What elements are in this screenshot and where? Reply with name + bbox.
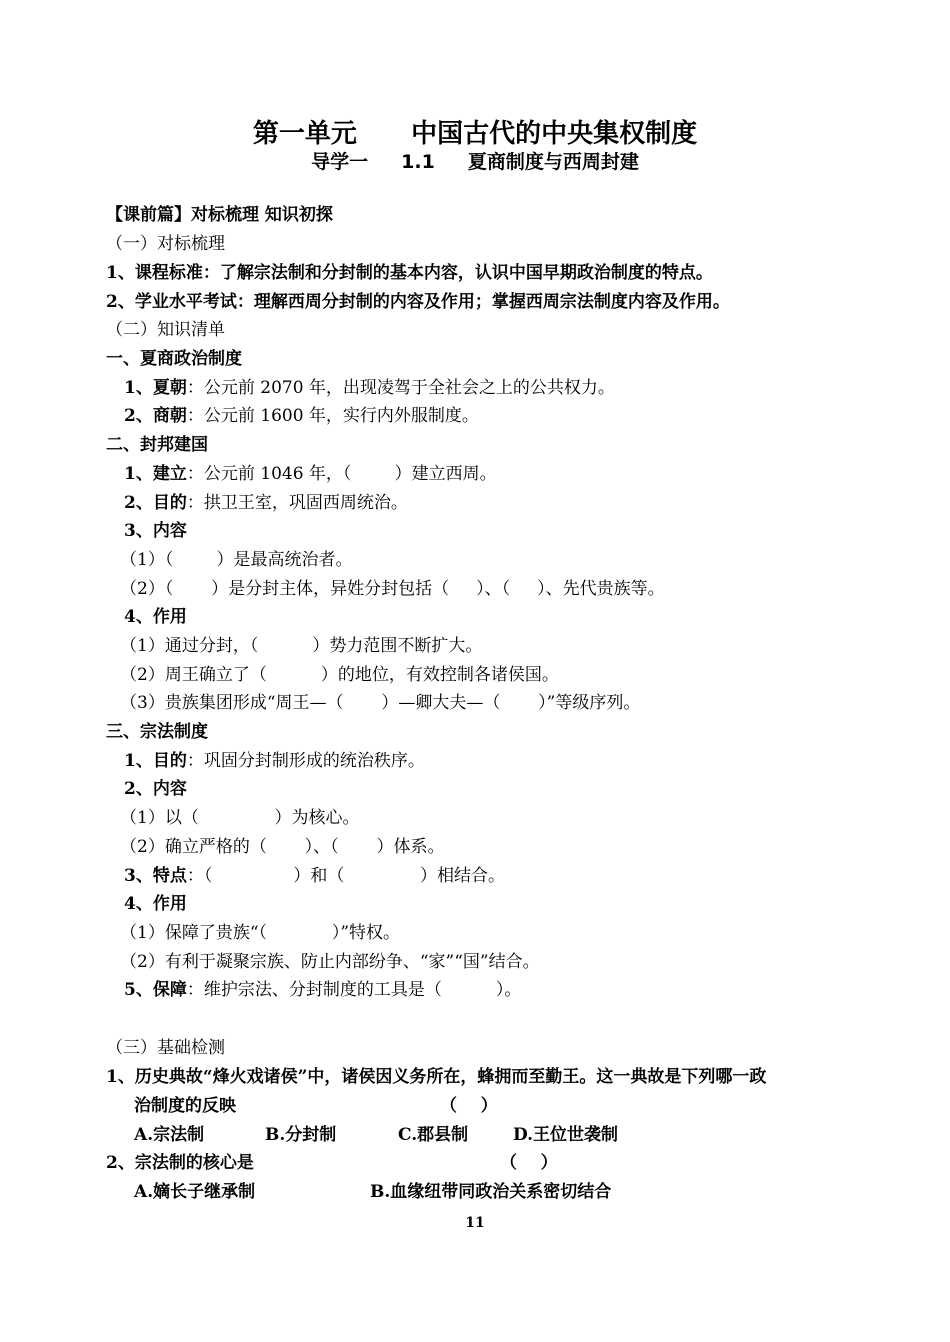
zongfa-effect-2: （2）有利于凝聚宗族、防止内部纷争、“家”“国”结合。: [120, 952, 540, 972]
item-effect: 4、作用: [124, 607, 187, 627]
zongfa-guarantee: 5、保障：维护宗法、分封制度的工具是（ ）。: [124, 980, 522, 1000]
part2-heading: （二）知识清单: [106, 320, 225, 340]
question-2-option-b: B.血缘纽带同政治关系密切结合: [370, 1182, 612, 1202]
effect-3: （3）贵族集团形成“周王—（ ）—卿大夫—（ ）”等级序列。: [120, 693, 641, 713]
item-shang: 2、商朝：公元前 1600 年，实行内外服制度。: [124, 406, 479, 426]
question-1-line1: 1、历史典故“烽火戏诸侯”中，诸侯因义务所在，蜂拥而至勤王。这一典故是下列哪一政: [106, 1067, 767, 1087]
effect-2: （2）周王确立了（ ）的地位，有效控制各诸侯国。: [120, 665, 559, 685]
zongfa-content: 2、内容: [124, 779, 187, 799]
question-2-line1: 2、宗法制的核心是: [106, 1153, 254, 1173]
question-1-option-a: A.宗法制: [134, 1125, 205, 1145]
content-2: （2）（ ）是分封主体，异姓分封包括（ ）、（ ）、先代贵族等。: [120, 579, 665, 599]
zongfa-content-2: （2）确立严格的（ ）、（ ）体系。: [120, 837, 445, 857]
item-purpose: 2、目的：拱卫王室，巩固西周统治。: [124, 493, 408, 513]
item-establish: 1、建立：公元前 1046 年，（ ）建立西周。: [124, 464, 497, 484]
page-title: 第一单元 中国古代的中央集权制度: [252, 119, 698, 149]
content-1: （1）（ ）是最高统治者。: [120, 550, 353, 570]
section-header: 【课前篇】对标梳理 知识初探: [106, 205, 333, 225]
zongfa-effect: 4、作用: [124, 894, 187, 914]
section-fengbang: 二、封邦建国: [106, 435, 208, 455]
zongfa-purpose: 1、目的：巩固分封制形成的统治秩序。: [124, 751, 425, 771]
question-1-line2: 治制度的反映: [134, 1096, 236, 1116]
zongfa-content-1: （1）以（ ）为核心。: [120, 808, 360, 828]
question-2-option-a: A.嫡长子继承制: [134, 1182, 256, 1202]
section-zongfa: 三、宗法制度: [106, 722, 208, 742]
page-subtitle: 导学一 1.1 夏商制度与西周封建: [311, 151, 639, 173]
question-1-answer-paren: （ ）: [440, 1096, 498, 1116]
section-xia-shang: 一、夏商政治制度: [106, 349, 242, 369]
question-1-option-c: C.郡县制: [398, 1125, 469, 1145]
zongfa-effect-1: （1）保障了贵族“（ ）”特权。: [120, 923, 401, 943]
item-xia: 1、夏朝：公元前 2070 年，出现凌驾于全社会之上的公共权力。: [124, 378, 615, 398]
curriculum-standard: 1、课程标准：了解宗法制和分封制的基本内容，认识中国早期政治制度的特点。: [106, 263, 713, 283]
question-1-option-d: D.王位世袭制: [513, 1125, 619, 1145]
part3-heading: （三）基础检测: [106, 1038, 225, 1058]
page-number: 11: [465, 1215, 485, 1231]
effect-1: （1）通过分封，（ ）势力范围不断扩大。: [120, 636, 483, 656]
exam-requirement: 2、学业水平考试：理解西周分封制的内容及作用；掌握西周宗法制度内容及作用。: [106, 292, 730, 312]
zongfa-feature: 3、特点：（ ）和（ ）相结合。: [124, 866, 506, 886]
item-content: 3、内容: [124, 521, 187, 541]
question-2-answer-paren: （ ）: [500, 1153, 558, 1173]
part1-heading: （一）对标梳理: [106, 234, 225, 254]
question-1-option-b: B.分封制: [265, 1125, 337, 1145]
